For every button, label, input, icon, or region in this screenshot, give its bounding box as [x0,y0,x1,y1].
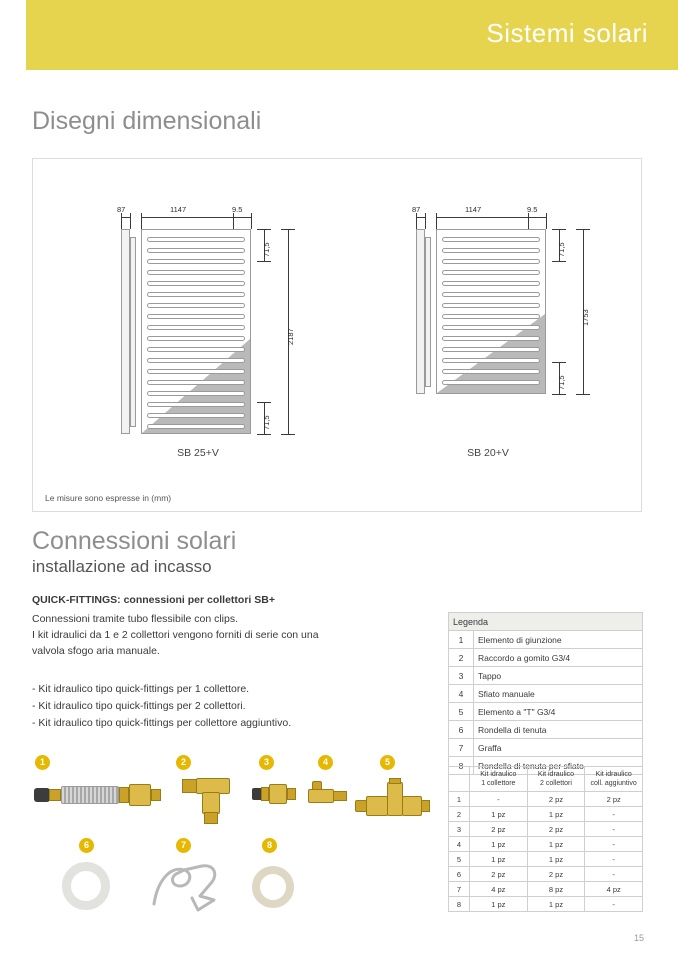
legend-row [449,685,643,703]
dim-height: 2187 [286,328,295,345]
kits-row-index: 8 [449,897,470,912]
part-brass-hex [129,784,151,806]
dim-tick [130,213,131,229]
kits-cell: 4 pz [585,882,643,897]
tube [147,292,245,297]
part-badge-6: 6 [79,838,94,853]
kits-cell: 1 pz [527,852,585,867]
tube [147,281,245,286]
page-number: 15 [633,933,644,943]
dim-rule [141,217,233,218]
kits-cell: 2 pz [527,792,585,807]
part-tee-branch-thread [389,778,401,784]
legend-index: 2 [449,649,474,667]
dim-tick [576,229,590,230]
legend-label: Elemento di giunzione [474,631,643,649]
legend-row [449,667,643,685]
kits-cell: 1 pz [527,807,585,822]
kits-corner-cell [449,767,470,792]
kits-cell: 1 pz [470,807,528,822]
dim-depth: 87 [412,205,421,214]
legend-row [449,721,643,739]
kits-row-index: 7 [449,882,470,897]
legend-index: 8 [449,757,474,775]
table-row [449,837,643,852]
dim-rule [436,217,528,218]
table-row [449,807,643,822]
legend-title: Legenda [449,613,643,631]
page-title-drawings: Disegni dimensionali [32,107,262,135]
table-row [449,792,643,807]
legend-row [449,739,643,757]
kits-cell: - [585,897,643,912]
dim-tick [257,261,271,262]
kits-col-2 [527,767,585,792]
tube [147,424,245,429]
dim-tick [141,213,142,229]
table-row [449,852,643,867]
page-title-connections: Connessioni solari [32,527,237,555]
tube [147,314,245,319]
dim-tick [257,229,271,230]
tube [147,380,245,385]
legend-index: 5 [449,703,474,721]
tube [147,248,245,253]
dim-tick [576,394,590,395]
figure-sb20v [328,159,628,479]
page-subtitle-connections: installazione ad incasso [32,557,212,576]
dim-tick [233,213,234,229]
kits-cell: 1 pz [470,837,528,852]
tube [147,336,245,341]
kits-cell: - [585,837,643,852]
kits-cell: 2 pz [527,867,585,882]
part-figure-8-vent-washer [252,866,294,908]
dim-tick [552,229,566,230]
dim-rule [529,217,546,218]
kits-header-row [449,767,643,792]
dim-rule [121,217,130,218]
kits-row-index: 4 [449,837,470,852]
legend-label: Tappo [474,667,643,685]
part-tee-thread [421,800,430,812]
dim-rule [234,217,251,218]
kits-cell: 4 pz [470,882,528,897]
body-line-2: I kit idraulici da 1 e 2 collettori vengono forniti di serie con una [32,629,319,641]
table-row [449,897,643,912]
dim-height: 1753 [581,309,590,326]
part-badge-2: 2 [176,755,191,770]
part-elbow-thread [204,812,218,824]
tube [442,259,540,264]
kits-col-1-line2: 1 collettore [481,780,516,787]
kits-col-3 [585,767,643,792]
dim-tick [552,362,566,363]
kits-cell: 8 pz [527,882,585,897]
body-line-1: Connessioni tramite tubo flessibile con clips. [32,613,239,625]
tube [147,369,245,374]
kits-cell: 2 pz [527,822,585,837]
units-note: Le misure sono espresse in (mm) [45,493,172,503]
part-figure-6-sealing-washer [62,862,110,910]
dim-tick [257,402,271,403]
kits-col-1 [470,767,528,792]
clip-icon [150,860,222,916]
footer-bar [0,951,678,959]
part-tee-hex-2 [402,796,422,816]
part-figure-2-elbow-g34 [172,778,242,826]
side-profile-inner [425,237,431,387]
dim-bottom: 71,5 [262,415,271,430]
part-figure-3-plug [252,782,300,810]
kits-col-2-line2: 2 collettori [540,780,572,787]
part-thread-end [151,789,161,801]
kits-cell: 2 pz [470,867,528,882]
legend-index: 1 [449,631,474,649]
part-figure-5-tee-g34 [355,778,430,824]
kits-cell: - [470,792,528,807]
dim-tick [552,261,566,262]
bullet-1: - Kit idraulico tipo quick-fittings per 1 collettore. [32,683,250,695]
kits-row-index: 1 [449,792,470,807]
kits-cell: 1 pz [527,837,585,852]
tube [147,325,245,330]
part-elbow-body [202,792,220,814]
part-tee-hex [366,796,388,816]
dim-tick [281,434,295,435]
side-profile [121,229,130,434]
legend-header-row [449,613,643,631]
tube [442,358,540,363]
part-brass-collar [119,787,129,803]
side-profile-inner [130,237,136,427]
tube [147,413,245,418]
part-plug-thread [287,788,296,800]
legend-label: Elemento a "T" G3/4 [474,703,643,721]
dim-gap: 9.5 [527,205,538,214]
tube [147,259,245,264]
tube [442,336,540,341]
dim-tick [436,213,437,229]
figure-caption: SB 20+V [467,447,509,459]
legend-label: Graffa [474,739,643,757]
dim-width: 1147 [465,205,482,214]
legend-row [449,631,643,649]
kits-cell: - [585,822,643,837]
tube [442,303,540,308]
legend-label: Rondella di tenuta per sfiato [474,757,643,775]
kits-row-index: 6 [449,867,470,882]
bullet-3: - Kit idraulico tipo quick-fittings per collettore aggiuntivo. [32,717,292,729]
kits-cell: 1 pz [470,897,528,912]
tube [442,248,540,253]
dim-tick [251,213,252,229]
tube [442,314,540,319]
tube [442,347,540,352]
part-vent-thread [333,791,347,801]
kits-col-3-line2: coll. aggiuntivo [590,780,637,787]
kits-table [448,766,643,912]
dim-tick [121,213,122,229]
dim-bottom: 71,5 [557,375,566,390]
part-badge-3: 3 [259,755,274,770]
kits-cell: - [585,852,643,867]
page-header [0,0,678,70]
body-line-3: valvola sfogo aria manuale. [32,645,160,657]
legend-row [449,649,643,667]
table-row [449,867,643,882]
tube [442,270,540,275]
part-badge-5: 5 [380,755,395,770]
tube [442,237,540,242]
part-elbow-nut [182,779,197,793]
tube [442,281,540,286]
table-row [449,882,643,897]
dim-tick [425,213,426,229]
tube [147,402,245,407]
legend-table [448,612,643,775]
side-profile [416,229,425,394]
kits-cell: 1 pz [470,852,528,867]
dim-depth: 87 [117,205,126,214]
tube [147,347,245,352]
legend-index: 6 [449,721,474,739]
tube [147,237,245,242]
legend-index: 4 [449,685,474,703]
dim-rule [416,217,425,218]
figure-caption: SB 25+V [177,447,219,459]
kits-col-2-line1: Kit idraulico [537,771,575,778]
kits-cell: 2 pz [585,792,643,807]
part-flexible-hose [61,786,119,804]
part-figure-1-junction-element [34,778,159,812]
dim-tick [416,213,417,229]
part-badge-1: 1 [35,755,50,770]
quickfittings-lead: QUICK-FITTINGS: connessioni per collettori SB+ [32,594,275,606]
kits-cell: - [585,807,643,822]
kits-col-3-line1: Kit idraulico [595,771,632,778]
figure-sb25v [33,159,323,479]
kits-col-1-line1: Kit idraulico [480,771,517,778]
tube [442,369,540,374]
legend-row [449,703,643,721]
part-badge-4: 4 [318,755,333,770]
dim-tick [281,229,295,230]
kits-row-index: 5 [449,852,470,867]
kits-cell: 2 pz [470,822,528,837]
tube [147,270,245,275]
tube [442,380,540,385]
part-badge-7: 7 [176,838,191,853]
part-plug-hex [269,784,287,804]
dim-tick [552,394,566,395]
part-end-cap [34,788,50,802]
tube [442,325,540,330]
part-vent-body [308,789,334,803]
table-row [449,822,643,837]
bullet-2: - Kit idraulico tipo quick-fittings per 2 collettori. [32,700,246,712]
legend-label: Rondella di tenuta [474,721,643,739]
part-brass-nut [49,789,61,801]
header-left-margin [0,0,26,70]
part-tee-branch [387,782,403,816]
dim-width: 1147 [170,205,187,214]
tube [442,292,540,297]
kits-cell: - [585,867,643,882]
kits-row-index: 2 [449,807,470,822]
kits-row-index: 3 [449,822,470,837]
part-figure-4-manual-vent [306,778,354,812]
dim-tick [528,213,529,229]
dim-tick [546,213,547,229]
header-title: Sistemi solari [486,18,648,48]
tube [147,303,245,308]
part-figure-7-clip [150,860,222,916]
tube [147,391,245,396]
legend-index: 7 [449,739,474,757]
tube [147,358,245,363]
legend-label: Raccordo a gomito G3/4 [474,649,643,667]
dim-top: 71,5 [262,242,271,257]
dim-top: 71,5 [557,242,566,257]
kits-cell: 1 pz [527,897,585,912]
part-badge-8: 8 [262,838,277,853]
legend-label: Sfiato manuale [474,685,643,703]
dimensional-drawings-panel [32,158,642,512]
dim-tick [257,434,271,435]
part-plug-collar [261,787,269,801]
legend-index: 3 [449,667,474,685]
dim-gap: 9.5 [232,205,243,214]
